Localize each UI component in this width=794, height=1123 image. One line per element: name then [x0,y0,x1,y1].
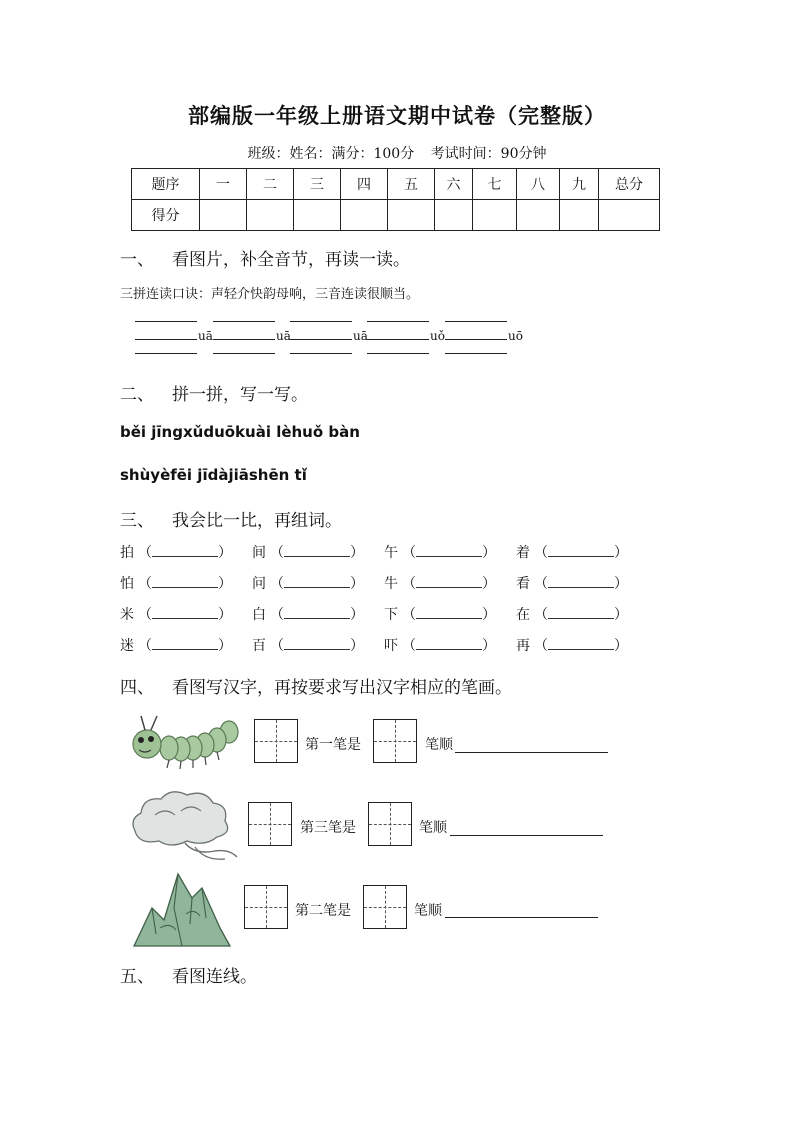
word-item: 着 （ ） [516,545,628,561]
word-item: 拍 （ ） [120,545,232,561]
pinyin-final: uā [198,329,213,343]
section-text: 看图写汉字，再按要求写出汉字相应的笔画。 [172,678,512,698]
stroke-label: 第一笔是 [305,737,361,753]
score-cell[interactable] [294,200,341,231]
pinyin-line-1: běi jīngxǔduōkuài lèhuǒ bàn [120,423,360,441]
score-header-cell: 七 [473,169,517,200]
pinyin-final: uǒ [430,329,445,343]
cloud-icon [125,785,240,865]
page-title: 部编版一年级上册语文期中试卷（完整版） [188,103,606,128]
section-1-rule: 三拼连读口诀：声轻介快韵母响，三音连读很顺当。 [120,287,420,302]
order-label: 笔顺 [414,903,442,919]
pinyin-line-2: shùyèfēi jīdàjiāshēn tǐ [120,466,307,484]
section-number: 三、 [120,511,154,531]
exam-time-info: 考试时间：90分钟 [430,146,547,162]
score-header-cell: 六 [435,169,473,200]
score-header-cell: 二 [247,169,294,200]
class-name-info: 班级：姓名：满分：100分 [247,146,415,162]
caterpillar-icon [125,712,245,774]
pinyin-final: uā [353,329,368,343]
section-text: 拼一拼，写一写。 [172,385,308,405]
word-item: 下 （ ） [384,607,496,623]
section-5-heading [120,962,257,987]
score-cell[interactable] [473,200,517,231]
stroke-order-line[interactable] [455,751,608,753]
stroke-order-line[interactable] [445,916,598,918]
word-item: 午 （ ） [384,545,496,561]
word-row-4 [120,635,648,655]
section-text: 我会比一比，再组词。 [172,511,342,531]
writing-grid[interactable] [363,885,407,929]
writing-grid[interactable] [368,802,412,846]
mountain-icon [130,868,235,948]
order-label: 笔顺 [419,820,447,836]
section-text: 看图连线。 [172,967,257,987]
score-cell[interactable] [388,200,435,231]
section-number: 五、 [120,967,154,987]
word-item: 间 （ ） [252,545,364,561]
score-header-cell: 八 [517,169,560,200]
score-table-score-row [132,200,660,231]
score-header-cell: 四 [341,169,388,200]
score-header-cell: 五 [388,169,435,200]
score-cell[interactable] [435,200,473,231]
score-header-cell: 总分 [599,169,660,200]
word-row-1 [120,542,648,562]
word-row-2 [120,573,648,593]
pinyin-final: uā [276,329,291,343]
stroke-label: 第三笔是 [300,820,356,836]
stroke-order-line[interactable] [450,834,603,836]
score-row-label: 得分 [132,200,200,231]
score-cell[interactable] [247,200,294,231]
score-cell[interactable] [200,200,247,231]
score-table [131,168,660,231]
exam-info [0,143,794,163]
word-item: 迷 （ ） [120,638,232,654]
section-4-heading [120,673,512,698]
writing-grid[interactable] [373,719,417,763]
score-header-cell: 九 [560,169,599,200]
section-3-heading [120,506,342,531]
score-cell[interactable] [599,200,660,231]
score-table-header-row [132,169,660,200]
word-item: 在 （ ） [516,607,628,623]
word-item: 吓 （ ） [384,638,496,654]
word-row-3 [120,604,648,624]
word-item: 看 （ ） [516,576,628,592]
score-header-cell: 题序 [132,169,200,200]
pinyin-blanks [135,320,535,360]
word-item: 问 （ ） [252,576,364,592]
score-cell[interactable] [341,200,388,231]
word-item: 怕 （ ） [120,576,232,592]
section-number: 四、 [120,678,154,698]
writing-grid[interactable] [254,719,298,763]
section-number: 一、 [120,250,154,270]
score-cell[interactable] [517,200,560,231]
writing-grid[interactable] [244,885,288,929]
word-item: 米 （ ） [120,607,232,623]
word-item: 再 （ ） [516,638,628,654]
score-cell[interactable] [560,200,599,231]
section-number: 二、 [120,385,154,405]
pinyin-final: uō [508,329,523,343]
word-item: 牛 （ ） [384,576,496,592]
section-2-heading [120,380,308,405]
section-text: 看图片，补全音节，再读一读。 [172,250,410,270]
word-item: 百 （ ） [252,638,364,654]
section-1-heading [120,245,410,270]
order-label: 笔顺 [425,737,453,753]
word-item: 白 （ ） [252,607,364,623]
writing-grid[interactable] [248,802,292,846]
stroke-label: 第二笔是 [295,903,351,919]
score-header-cell: 一 [200,169,247,200]
score-header-cell: 三 [294,169,341,200]
